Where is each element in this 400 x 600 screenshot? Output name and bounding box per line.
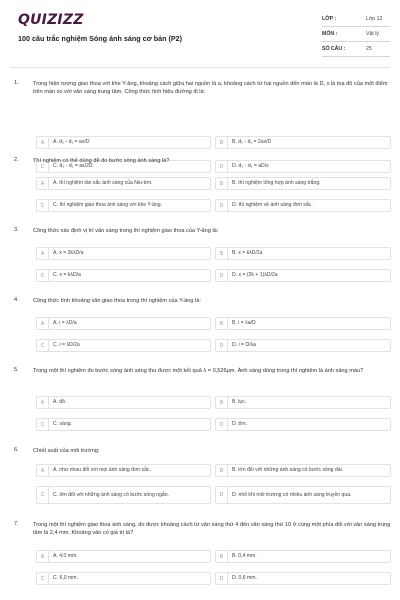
option-b[interactable]	[215, 464, 391, 477]
option-letter: C	[37, 487, 49, 503]
option-d[interactable]	[215, 486, 391, 504]
option-c[interactable]	[36, 199, 211, 212]
option-text: A. d₂ - d₁ = ax/D	[53, 139, 90, 146]
question-number: 7.	[14, 521, 19, 527]
option-text: D. d₂ - d₁ = aD/x	[232, 163, 269, 170]
option-text: D. tím.	[232, 421, 247, 428]
quiz-meta	[322, 12, 390, 57]
question-text: Trong một thí nghiệm giao thoa ánh sáng, đo được khoảng cách từ vân sáng thứ 4 đến vân sáng thứ 10 ở cùng một phía đối với vân sáng trung tâm là 2,4 mm. Khoảng vân có giá trị là?	[33, 522, 391, 537]
option-text: C. i = λD/2a	[53, 342, 80, 349]
quizizz-logo: QUIZIZZ	[18, 12, 84, 28]
option-letter: D	[216, 270, 228, 281]
option-letter: A	[37, 465, 49, 476]
option-letter: B	[216, 248, 228, 259]
option-text: B. i = λa/D	[232, 320, 256, 327]
option-a[interactable]	[36, 247, 211, 260]
option-text: B. thí nghiệm tổng hợp ánh sáng trắng.	[232, 180, 321, 187]
meta-count-label: SỐ CÂU :	[322, 46, 346, 52]
question-text: Trong hiện tượng giao thoa với khe Y-âng, khoảng cách giữa hai nguồn là a, khoảng cách từ hai nguồn đến màn là D, x là toạ độ của một điểm trên màn so với vân sáng trung tâm. Công thức tính hiệu đường đi là:	[33, 81, 388, 96]
option-letter: C	[37, 270, 49, 281]
question-number: 5.	[14, 367, 19, 373]
option-letter: B	[216, 397, 228, 408]
question-number: 4.	[14, 297, 19, 303]
option-letter: B	[216, 465, 228, 476]
question-number: 6.	[14, 447, 19, 453]
option-letter: A	[37, 551, 49, 562]
option-b[interactable]	[215, 177, 391, 190]
option-letter: D	[216, 419, 228, 430]
option-a[interactable]	[36, 550, 211, 563]
question-text: Công thức tính khoảng vân giao thoa trong thí nghiệm của Y-âng là:	[33, 298, 201, 304]
option-letter: A	[37, 318, 49, 329]
question-text: Công thức xác định vị trí vân sáng trong thí nghiệm giao thoa của Y-âng là:	[33, 228, 219, 234]
question-text: Thí nghiệm có thể dùng để đo bước sóng ánh sáng là?	[33, 158, 170, 164]
option-letter: B	[216, 137, 228, 148]
option-letter: D	[216, 340, 228, 351]
option-letter: D	[216, 487, 228, 503]
option-text: A. x = 2kλD/a	[53, 250, 84, 257]
option-letter: A	[37, 397, 49, 408]
header-divider	[10, 67, 390, 68]
option-text: B. x = kλD/2a	[232, 250, 263, 257]
option-text: C. thí nghiệm giao thoa ánh sáng với khe Y-âng.	[53, 202, 162, 209]
option-a[interactable]	[36, 464, 211, 477]
option-d[interactable]	[215, 269, 391, 282]
option-letter: B	[216, 178, 228, 189]
option-letter: D	[216, 573, 228, 584]
option-a[interactable]	[36, 396, 211, 409]
option-letter: B	[216, 318, 228, 329]
option-b[interactable]	[215, 550, 391, 563]
meta-class-row	[322, 12, 390, 27]
question-text: Chiết suất của môi trường:	[33, 448, 100, 454]
option-a[interactable]	[36, 136, 211, 149]
option-b[interactable]	[215, 247, 391, 260]
meta-subject-row	[322, 27, 390, 42]
option-letter: C	[37, 161, 49, 172]
meta-subject-label: MÔN :	[322, 31, 338, 37]
option-text: A. i = λD/a	[53, 320, 77, 327]
page-header	[0, 0, 400, 70]
option-a[interactable]	[36, 177, 211, 190]
option-text: C. x = kλD/a	[53, 272, 81, 279]
option-text: C. 6,0 mm.	[53, 575, 78, 582]
option-text: A. 4,0 mm.	[53, 553, 78, 560]
option-letter: A	[37, 248, 49, 259]
option-text: C. vàng.	[53, 421, 72, 428]
option-letter: C	[37, 340, 49, 351]
option-b[interactable]	[215, 317, 391, 330]
option-letter: C	[37, 573, 49, 584]
meta-count-row	[322, 42, 390, 57]
option-c[interactable]	[36, 269, 211, 282]
option-text: D. thí nghiệm về ánh sáng đơn sắc.	[232, 202, 313, 209]
meta-class-value: Lớp 12	[366, 16, 383, 22]
question-number: 1.	[14, 80, 19, 86]
option-c[interactable]	[36, 572, 211, 585]
option-d[interactable]	[215, 199, 391, 212]
meta-class-label: LỚP :	[322, 16, 337, 22]
option-text: D. 0,6 mm.	[232, 575, 257, 582]
question-text: Trong một thí nghiệm đo bước sóng ánh sáng thu được một kết quả λ = 0,526μm. Ánh sáng dùng trong thí nghiệm là ánh sáng màu?	[33, 368, 364, 374]
quiz-title: 100 câu trắc nghiệm Sóng ánh sáng cơ bản (P2)	[18, 34, 183, 43]
option-text: A. thí nghiệm tán sắc ánh sáng của Niu-tơn.	[53, 180, 153, 187]
option-letter: D	[216, 200, 228, 211]
option-d[interactable]	[215, 339, 391, 352]
option-text: C. lớn đối với những ánh sáng có bước sóng ngắn.	[53, 491, 169, 498]
option-letter: C	[37, 200, 49, 211]
option-c[interactable]	[36, 418, 211, 431]
option-c[interactable]	[36, 339, 211, 352]
option-letter: C	[37, 419, 49, 430]
option-text: B. lớn đối với những ánh sáng có bước sóng dài.	[232, 467, 344, 474]
option-text: D. x = (2k + 1)λD/2a	[232, 272, 278, 279]
meta-subject-value: Vật lý	[366, 31, 379, 37]
question-number: 2.	[14, 157, 19, 163]
option-text: A. như nhau đối với mọi ánh sáng đơn sắc.	[53, 467, 151, 474]
option-text: D. nhỏ khi môi trường có nhiều ánh sáng truyền qua.	[232, 491, 352, 498]
option-letter: A	[37, 137, 49, 148]
option-a[interactable]	[36, 317, 211, 330]
option-text: B. 0,4 mm.	[232, 553, 257, 560]
option-d[interactable]	[215, 572, 391, 585]
question-number: 3.	[14, 227, 19, 233]
option-text: D. i = D/λa	[232, 342, 256, 349]
option-letter: D	[216, 161, 228, 172]
option-b[interactable]	[215, 136, 391, 149]
option-text: A. đỏ.	[53, 399, 67, 406]
option-b[interactable]	[215, 396, 391, 409]
option-letter: A	[37, 178, 49, 189]
option-d[interactable]	[215, 418, 391, 431]
meta-count-value: 25	[366, 46, 372, 52]
option-text: B. d₂ - d₁ = 2ax/D	[232, 139, 272, 146]
option-c[interactable]	[36, 486, 211, 504]
option-text: C. d₂ - d₁ = ax/2D	[53, 163, 93, 170]
option-text: B. lục.	[232, 399, 247, 406]
option-letter: B	[216, 551, 228, 562]
